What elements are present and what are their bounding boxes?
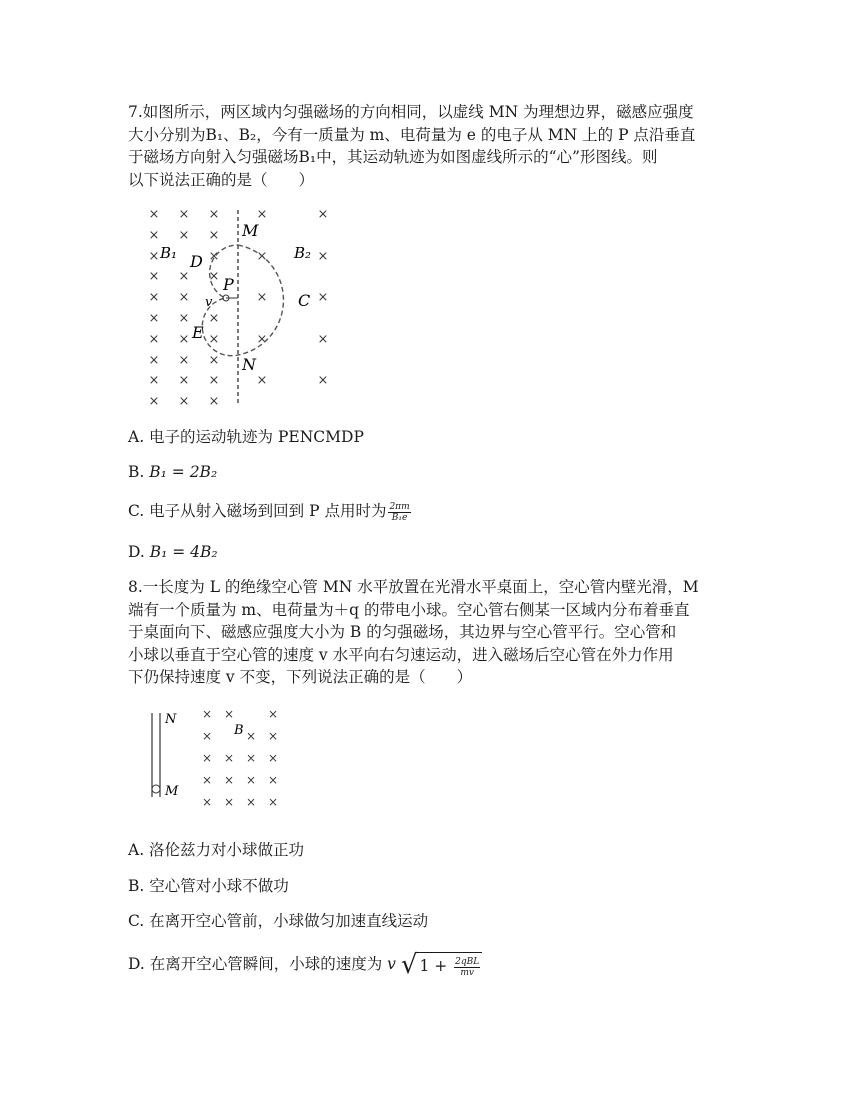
field-cross-b1: ×: [178, 353, 190, 368]
q7-line-2: 大小分别为B₁、B₂，今有一质量为 m、电荷量为 e 的电子从 MN 上的 P 点沿垂直: [128, 125, 696, 144]
q8-line-2: 端有一个质量为 m、电荷量为＋q 的带电小球。空心管右侧某一区域内分布着垂直: [128, 600, 690, 619]
field-cross-b1: ×: [178, 311, 190, 326]
q7-option-c-fraction: [388, 502, 410, 523]
q8-line-5: 下仍保持速度 v 不变，下列说法正确的是（ ）: [128, 668, 473, 686]
field-cross-b: ×: [245, 751, 257, 765]
field-cross-b1: ×: [178, 207, 190, 222]
q8-root-fraction: [454, 957, 480, 978]
field-cross-b: ×: [245, 729, 257, 743]
field-cross-b: ×: [223, 773, 235, 787]
field-cross-b: ×: [223, 751, 235, 765]
q8-option-b: B. 空心管对小球不做功: [128, 877, 289, 895]
field-cross-b1: ×: [208, 269, 220, 284]
label-e: E: [192, 323, 204, 342]
charged-ball: [152, 785, 160, 793]
label-m: M: [165, 784, 179, 799]
field-cross-b: ×: [267, 795, 279, 809]
label-b1: B₁: [160, 244, 178, 262]
field-cross-b2: ×: [256, 332, 268, 347]
q7-line-1: 7.如图所示，两区域内匀强磁场的方向相同，以虚线 MN 为理想边界，磁感应强度: [128, 103, 694, 121]
field-cross-b2: ×: [317, 249, 329, 264]
field-cross-b: ×: [201, 707, 213, 721]
field-cross-b1: ×: [148, 249, 160, 264]
q8-root-den: mv: [460, 967, 474, 978]
label-d: D: [190, 252, 203, 271]
field-cross-b1: ×: [208, 207, 220, 222]
q8-option-d-prefix: D. 在离开空心管瞬间，小球的速度为: [128, 955, 383, 973]
q8-root-left: 1 +: [419, 957, 453, 976]
q7-option-c: [128, 500, 411, 523]
field-cross-b1: ×: [208, 249, 220, 264]
field-cross-b1: ×: [148, 311, 160, 326]
q7-option-b-expr: B₁ = 2B₂: [149, 463, 218, 481]
field-cross-b1: ×: [148, 394, 160, 409]
field-cross-b2: ×: [317, 332, 329, 347]
field-cross-b2: ×: [256, 373, 268, 388]
field-cross-b: ×: [245, 795, 257, 809]
q7-option-d-prefix: D.: [128, 543, 150, 561]
field-cross-b1: ×: [178, 373, 190, 388]
field-cross-b: ×: [267, 707, 279, 721]
q7-option-d-expr: B₁ = 4B₂: [149, 543, 218, 561]
field-cross-b: ×: [201, 773, 213, 787]
field-cross-b1: ×: [148, 290, 160, 305]
field-cross-b: ×: [267, 729, 279, 743]
q8-line-4: 小球以垂直于空心管的速度 v 水平向右匀速运动，进入磁场后空心管在外力作用: [128, 645, 674, 664]
field-cross-b: ×: [223, 795, 235, 809]
field-cross-b1: ×: [178, 269, 190, 284]
q7-option-b-prefix: B.: [128, 463, 150, 481]
field-cross-b1: ×: [208, 394, 220, 409]
q8-line-1: 8.一长度为 L 的绝缘空心管 MN 水平放置在光滑水平桌面上，空心管内壁光滑，M: [128, 578, 699, 596]
label-n: N: [165, 712, 177, 727]
q8-sqrt: [401, 952, 482, 978]
field-cross-b: ×: [201, 751, 213, 765]
q8-figure: [140, 705, 290, 815]
field-cross-b2: ×: [256, 249, 268, 264]
field-cross-b: ×: [201, 795, 213, 809]
field-cross-b1: ×: [178, 332, 190, 347]
field-cross-b1: ×: [148, 353, 160, 368]
radical-icon: √: [400, 950, 418, 980]
question-7-stem: [128, 101, 728, 191]
field-cross-b: ×: [267, 773, 279, 787]
field-cross-b: ×: [245, 773, 257, 787]
field-cross-b1: ×: [148, 332, 160, 347]
field-cross-b1: ×: [148, 373, 160, 388]
q8-option-d-v: v: [387, 955, 396, 973]
q7-c-numerator: 2πm: [389, 501, 410, 512]
field-cross-b: ×: [201, 729, 213, 743]
label-n: N: [242, 355, 256, 374]
q7-line-3: 于磁场方向射入匀强磁场B₁中，其运动轨迹为如图虚线所示的“心”形图线。则: [128, 148, 658, 166]
q7-line-4: 以下说法正确的是（ ）: [128, 170, 315, 189]
field-cross-b2: ×: [317, 373, 329, 388]
q8-line-3: 于桌面向下、磁感应强度大小为 B 的匀强磁场，其边界与空心管平行。空心管和: [128, 623, 677, 641]
field-cross-b1: ×: [148, 269, 160, 284]
label-m: M: [242, 221, 259, 240]
field-cross-b2: ×: [256, 290, 268, 305]
field-cross-b1: ×: [148, 207, 160, 222]
label-b2: B₂: [294, 244, 312, 262]
q8-option-d: [128, 952, 482, 978]
q7-option-b: [128, 461, 217, 483]
field-cross-b2: ×: [256, 207, 268, 222]
field-cross-b1: ×: [208, 228, 220, 243]
q7-figure: [140, 200, 340, 410]
q8-option-c: C. 在离开空心管前，小球做匀加速直线运动: [128, 912, 429, 930]
field-cross-b1: ×: [208, 373, 220, 388]
question-8-stem: [128, 576, 728, 689]
field-cross-b1: ×: [148, 228, 160, 243]
q8-root-num: 2qBL: [455, 956, 480, 967]
field-cross-b1: ×: [178, 290, 190, 305]
q7-option-c-prefix: C. 电子从射入磁场到回到 P 点用时为: [128, 502, 387, 520]
field-cross-b1: ×: [178, 394, 190, 409]
field-cross-b1: ×: [178, 228, 190, 243]
field-cross-b: ×: [267, 751, 279, 765]
label-b: B: [234, 723, 244, 738]
q7-option-a: A. 电子的运动轨迹为 PENCMDP: [128, 428, 364, 446]
q7-option-d: [128, 541, 218, 563]
q7-c-denominator: B₁e: [391, 512, 408, 523]
field-cross-b: ×: [223, 707, 235, 721]
field-cross-b2: ×: [317, 207, 329, 222]
label-c: C: [298, 291, 311, 310]
field-cross-b1: ×: [208, 332, 220, 347]
q8-option-a: A. 洛伦兹力对小球做正功: [128, 841, 305, 859]
field-cross-b1: ×: [208, 353, 220, 368]
label-p: P: [223, 275, 234, 294]
label-v: v: [205, 295, 213, 310]
field-cross-b2: ×: [317, 290, 329, 305]
field-cross-b1: ×: [208, 311, 220, 326]
